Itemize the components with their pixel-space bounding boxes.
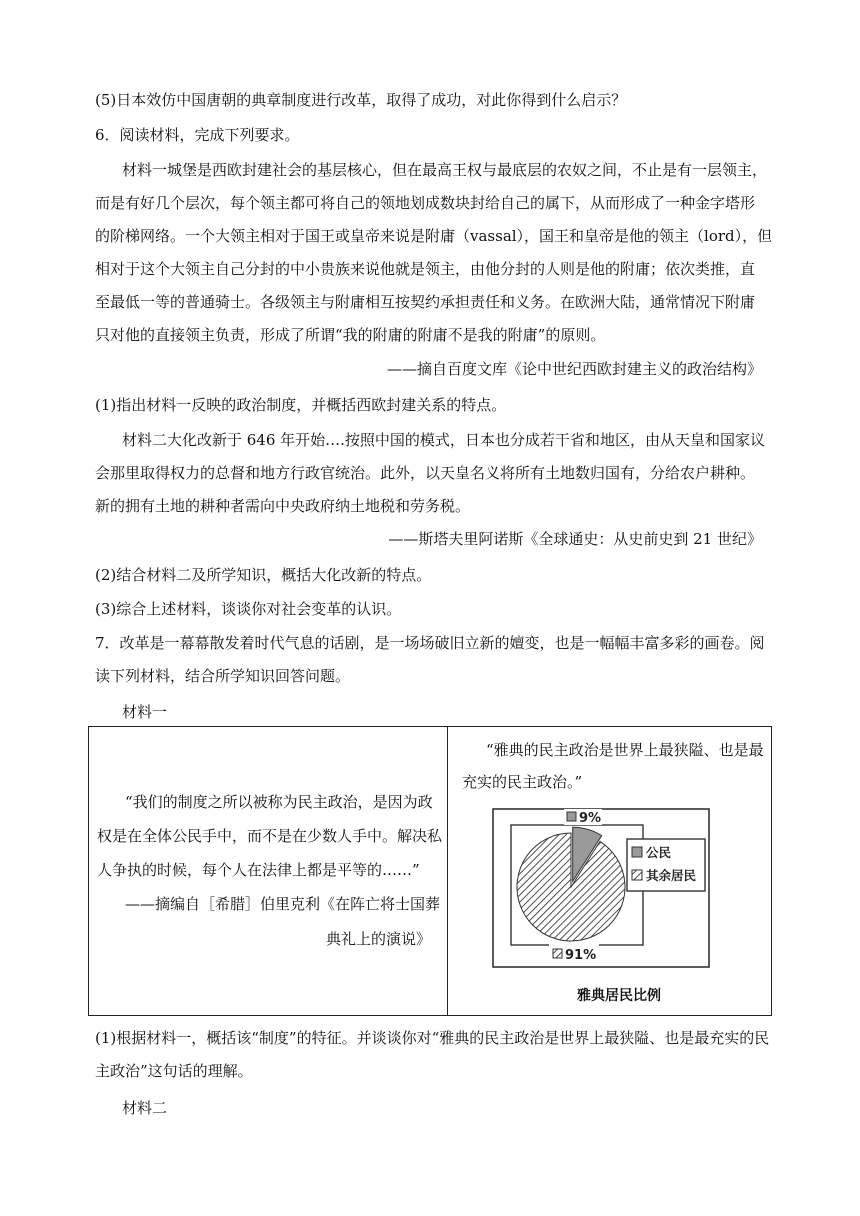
legend-label-citizens: 公民 xyxy=(646,845,672,860)
pericles-source-line-2: 典礼上的演说》 xyxy=(325,930,431,948)
material-1-line-4: 相对于这个大领主自己分封的中小贵族来说他就是领主，由他分封的人则是他的附庸；依次类推，直 xyxy=(95,260,756,278)
athens-quote-line-1: “雅典的民主政治是世界上最狭隘、也是最 xyxy=(486,741,764,759)
pericles-quote-line-2: 权是在全体公民手中，而不是在少数人手中。解决私 xyxy=(97,827,443,845)
q6-part-2: (2)结合材料二及所学知识，概括大化改新的特点。 xyxy=(95,566,432,584)
pie-slice-others xyxy=(517,833,625,941)
legend-swatch-others xyxy=(632,870,642,880)
material-1-line-5: 至最低一等的普通骑士。各级领主与附庸相互按契约承担责任和义务。在欧洲大陆，通常情况下附庸 xyxy=(95,293,756,311)
pct-swatch-others xyxy=(553,949,562,958)
q6-title: 6．阅读材料，完成下列要求。 xyxy=(95,126,300,144)
athens-quote-line-2: 充实的民主政治。” xyxy=(462,773,583,791)
q7-part-1-line-2: 主政治”这句话的理解。 xyxy=(95,1062,253,1080)
legend-swatch-citizens xyxy=(632,847,642,857)
pct-swatch-citizens xyxy=(567,812,576,821)
pericles-source-line-1: ——摘编自［希腊］伯里克利《在阵亡将士国葬 xyxy=(125,895,441,913)
pericles-quote-line-3: 人争执的时候，每个人在法律上都是平等的……” xyxy=(97,861,420,879)
material-2-source: ——斯塔夫里阿诺斯《全球通史：从史前史到 21 世纪》 xyxy=(388,530,762,548)
q7-line-2: 读下列材料，结合所学知识回答问题。 xyxy=(95,667,351,685)
legend-label-others: 其余居民 xyxy=(646,868,697,883)
material-table xyxy=(88,726,772,1016)
material-2-line-3: 新的拥有土地的耕种者需向中央政府纳土地税和劳务税。 xyxy=(95,497,471,515)
chart-caption: 雅典居民比例 xyxy=(577,988,661,1004)
table-divider xyxy=(447,727,448,1015)
q5-line: (5)日本效仿中国唐朝的典章制度进行改革，取得了成功，对此你得到什么启示？ xyxy=(95,91,627,109)
material-1-line-6: 只对他的直接领主负责，形成了所谓“我的附庸的附庸不是我的附庸”的原则。 xyxy=(95,326,606,344)
material-label-1: 材料一 xyxy=(122,703,168,721)
pct-label-citizens: 9% xyxy=(579,811,602,826)
population-pie-chart xyxy=(489,805,715,971)
material-1-source: ——摘自百度文库《论中世纪西欧封建主义的政治结构》 xyxy=(386,360,762,378)
pct-label-others: 91% xyxy=(565,948,597,963)
q6-part-3: (3)综合上述材料，谈谈你对社会变革的认识。 xyxy=(95,600,402,618)
material-1-line-2: 而是有好几个层次，每个领主都可将自己的领地划成数块封给自己的属下，从而形成了一种金字塔形 xyxy=(95,194,756,212)
pericles-quote-line-1: “我们的制度之所以被称为民主政治，是因为政 xyxy=(125,793,433,811)
q7-part-1-line-1: (1)根据材料一，概括该“制度”的特征。并谈谈你对“雅典的民主政治是世界上最狭隘、也是最充实的民 xyxy=(95,1029,770,1047)
q6-part-1: (1)指出材料一反映的政治制度，并概括西欧封建关系的特点。 xyxy=(95,396,507,414)
material-1-line-3: 的阶梯网络。一个大领主相对于国王或皇帝来说是附庸（vassal），国王和皇帝是他的领主（lord），但 xyxy=(95,227,773,245)
material-label-2: 材料二 xyxy=(122,1099,168,1117)
material-2-line-1: 材料二大化改新于 646 年开始….按照中国的模式，日本也分成若干省和地区，由从天皇和国家议 xyxy=(122,431,765,449)
material-1-line-1: 材料一城堡是西欧封建社会的基层核心，但在最高王权与最底层的农奴之间，不止是有一层领主， xyxy=(122,161,768,179)
q7-line-1: 7．改革是一幕幕散发着时代气息的话剧，是一场场破旧立新的嬗变，也是一幅幅丰富多彩的画卷。阅 xyxy=(95,634,765,652)
material-2-line-2: 会那里取得权力的总督和地方行政官统治。此外，以天皇名义将所有土地数归国有，分给农户耕种。 xyxy=(95,464,756,482)
